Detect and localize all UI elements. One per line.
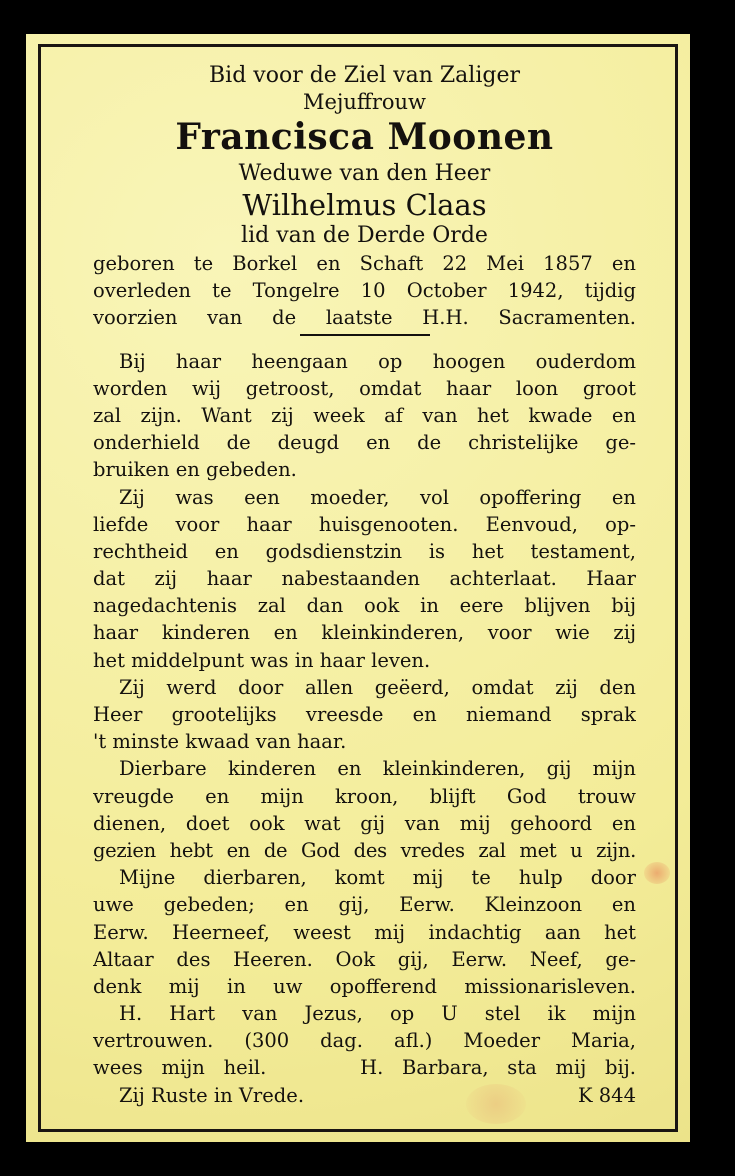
text-line: onderhield de deugd en de christelijke ge- (93, 431, 636, 455)
card-text (93, 62, 636, 1109)
text-line: dat zij haar nabestaanden achterlaat. Haar (93, 567, 636, 591)
intro-line: overleden te Tongelre 10 October 1942, tijdig (93, 279, 636, 303)
spouse-name: Wilhelmus Claas (242, 188, 487, 222)
text-line: Altaar des Heeren. Ook gij, Eerw. Neef, ge- (93, 947, 636, 971)
text-line: bruiken en gebeden. (93, 458, 297, 482)
text-line: Heer grootelijks vreesde en niemand sprak (93, 703, 636, 726)
divider (300, 334, 430, 336)
closing-prayer: Zij Ruste in Vrede. (119, 1083, 305, 1107)
intro-line: voorzien van de laatste H.H. Sacramenten. (93, 306, 636, 330)
text-line: vreugde en mijn kroon, blijft God trouw (93, 784, 636, 808)
heading-line: Bid voor de Ziel van Zaliger (209, 63, 520, 88)
text-line: worden wij getroost, omdat haar loon groot (93, 376, 636, 400)
text-line: vertrouwen. (300 dag. afl.) Moeder Maria, (93, 1029, 636, 1053)
text-line: Zij was een moeder, vol opoffering en (119, 485, 636, 509)
text-line: Dierbare kinderen en kleinkinderen, gij mijn (119, 757, 636, 781)
text-line: liefde voor haar huisgenooten. Eenvoud, op- (93, 512, 636, 536)
text-line: uwe gebeden; en gij, Eerw. Kleinzoon en (93, 893, 636, 917)
widow-of-line: Weduwe van den Heer (238, 161, 491, 186)
text-line: denk mij in uw opofferend missionarisleven. (93, 974, 636, 998)
text-line: wees mijn heil. H. Barbara, sta mij bij. (93, 1056, 636, 1080)
text-line: het middelpunt was in haar leven. (93, 648, 431, 672)
text-line: H. Hart van Jezus, op U stel ik mijn (119, 1002, 636, 1026)
text-line: Mijne dierbaren, komt mij te hulp door (119, 866, 636, 890)
order-line: lid van de Derde Orde (241, 223, 488, 248)
intro-line: geboren te Borkel en Schaft 22 Mei 1857 en (93, 252, 636, 275)
card-code: K 844 (578, 1083, 636, 1107)
closing-line (93, 1082, 636, 1109)
deceased-name: Francisca Moonen (175, 116, 554, 158)
text-line: Eerw. Heerneef, weest mij indachtig aan het (93, 920, 636, 944)
text-line: Zij werd door allen geëerd, omdat zij den (119, 675, 636, 699)
text-line: 't minste kwaad van haar. (93, 730, 347, 754)
text-line: zal zijn. Want zij week af van het kwade en (93, 403, 636, 427)
stain (644, 862, 670, 884)
text-line: dienen, doet ook wat gij van mij gehoord en (93, 811, 636, 835)
text-line: Bij haar heengaan op hoogen ouderdom (119, 349, 636, 373)
heading-title: Mejuffrouw (302, 90, 427, 114)
text-line: haar kinderen en kleinkinderen, voor wie zij (93, 621, 636, 645)
text-line: rechtheid en godsdienstzin is het testament, (93, 539, 636, 563)
text-line: gezien hebt en de God des vredes zal met u zijn. (93, 838, 636, 862)
text-line: nagedachtenis zal dan ook in eere blijven bij (93, 594, 636, 618)
